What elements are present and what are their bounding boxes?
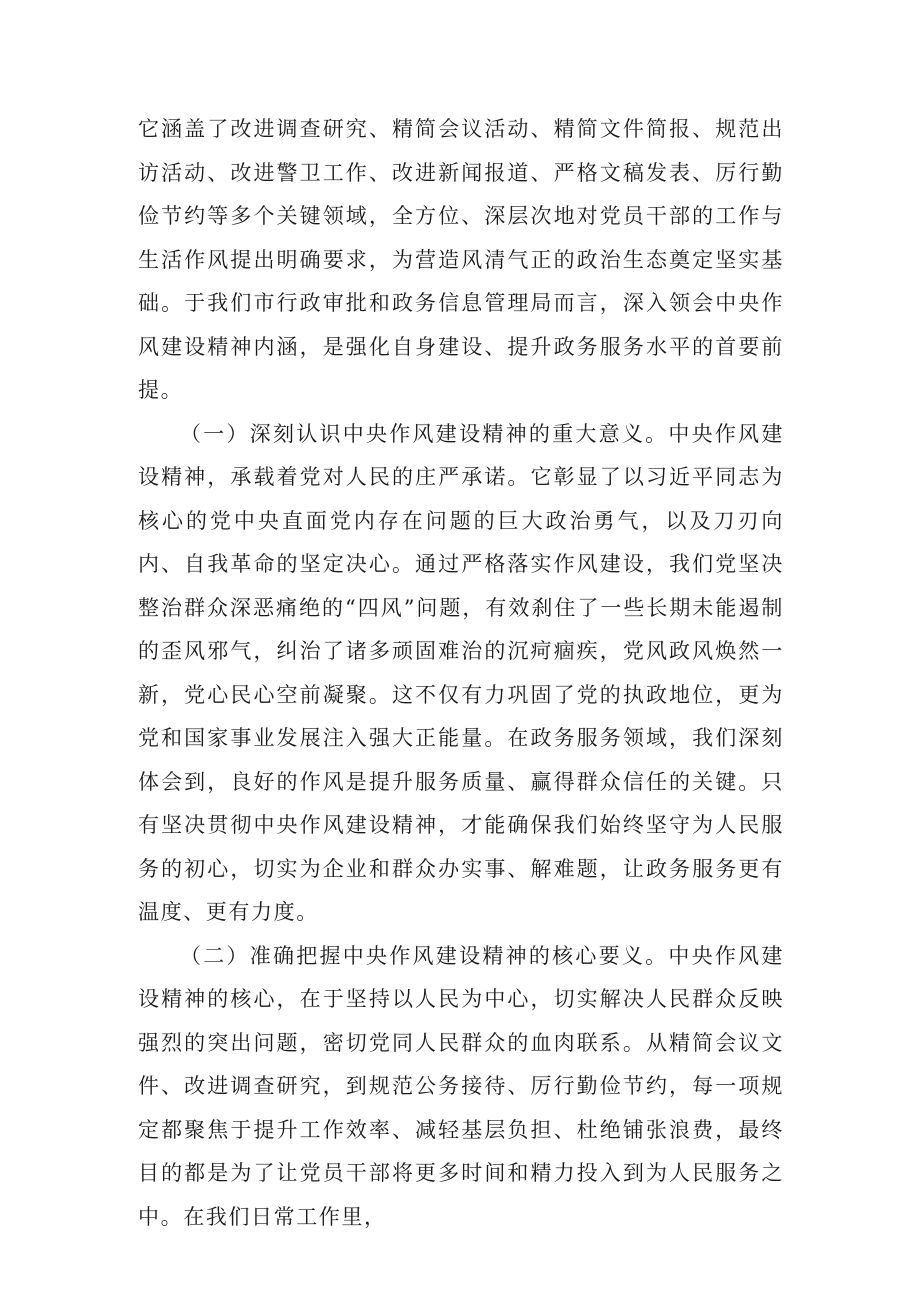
paragraph-section-two: （二）准确把握中央作风建设精神的核心要义。中央作风建设精神的核心，在于坚持以人民为中心，切实解决人民群众反映强烈的突出问题，密切党同人民群众的血肉联系。从精简会议文件、改进调查研究，到规范公务接待、厉行勤俭节约，每一项规定都聚焦于提升工作效率、减轻基层负担、杜绝铺张浪费，最终目的都是为了让党员干部将更多时间和精力投入到为人民服务之中。在我们日常工作里， — [138, 943, 784, 1229]
paragraph-intro: 它涵盖了改进调查研究、精简会议活动、精简文件简报、规范出访活动、改进警卫工作、改进新闻报道、严格文稿发表、厉行勤俭节约等多个关键领域，全方位、深层次地对党员干部的工作与生活作风提出明确要求，为营造风清气正的政治生态奠定坚实基础。于我们市行政审批和政务信息管理局而言，深入领会中央作风建设精神内涵，是强化自身建设、提升政务服务水平的首要前提。 — [138, 117, 784, 402]
document-body — [138, 108, 784, 1239]
paragraph-section-one: （一）深刻认识中央作风建设精神的重大意义。中央作风建设精神，承载着党对人民的庄严承诺。它彰显了以习近平同志为核心的党中央直面党内存在问题的巨大政治勇气，以及刀刃向内、自我革命的坚定决心。通过严格落实作风建设，我们党坚决整治群众深恶痛绝的“四风”问题，有效刹住了一些长期未能遏制的歪风邪气，纠治了诸多顽固难治的沉疴痼疾，党风政风焕然一新，党心民心空前凝聚。这不仅有力巩固了党的执政地位，更为党和国家事业发展注入强大正能量。在政务服务领域，我们深刻体会到，良好的作风是提升服务质量、赢得群众信任的关键。只有坚决贯彻中央作风建设精神，才能确保我们始终坚守为人民服务的初心，切实为企业和群众办实事、解难题，让政务服务更有温度、更有力度。 — [138, 421, 784, 924]
